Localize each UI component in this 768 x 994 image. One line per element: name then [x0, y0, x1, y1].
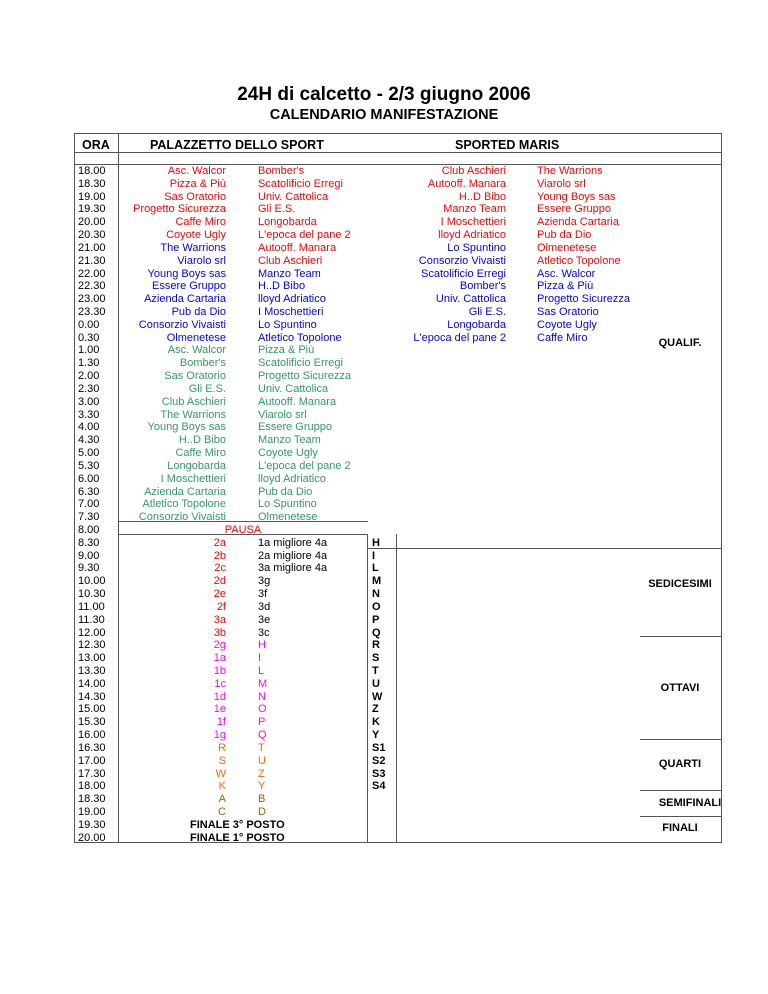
- time-cell: 17.30: [78, 767, 106, 780]
- c-cell: Z: [372, 703, 379, 716]
- c-cell: L: [372, 562, 379, 575]
- d-cell: H..D Bibo: [458, 190, 506, 203]
- a-cell: A: [218, 793, 226, 806]
- table-row: [0, 447, 768, 460]
- table-row: [0, 473, 768, 486]
- table-row: [0, 550, 768, 563]
- c-cell: R: [372, 639, 380, 652]
- b-cell: 3e: [258, 613, 271, 626]
- b-cell: Z: [258, 767, 265, 780]
- table-row: [0, 614, 768, 627]
- time-cell: 7.30: [78, 511, 100, 524]
- a-cell: Asc. Walcor: [167, 165, 226, 177]
- table-row: [0, 242, 768, 255]
- d-cell: I Moschettieri: [440, 216, 506, 229]
- b-cell: 3c: [258, 626, 270, 639]
- a-cell: W: [215, 767, 226, 780]
- time-cell: 5.30: [78, 459, 100, 472]
- table-row: [0, 370, 768, 383]
- b-cell: Pizza & Più: [258, 344, 315, 357]
- b-cell: lloyd Adriatico: [258, 293, 326, 306]
- time-cell: 5.00: [78, 447, 100, 460]
- a-cell: K: [218, 780, 226, 793]
- time-cell: 19.30: [78, 818, 106, 831]
- e-cell: Caffe Miro: [537, 331, 588, 344]
- a-cell: Azienda Cartaria: [144, 293, 226, 306]
- page-title: 24H di calcetto - 2/3 giugno 2006: [237, 84, 531, 105]
- a-cell: Sas Oratorio: [164, 370, 226, 383]
- time-cell: 23.30: [78, 306, 106, 319]
- c-cell: N: [372, 588, 380, 601]
- time-cell: 2.30: [78, 382, 100, 395]
- time-cell: 4.30: [78, 434, 100, 447]
- table-row: [0, 191, 768, 204]
- a-cell: R: [218, 741, 226, 754]
- a-cell: Pizza & Più: [169, 177, 226, 190]
- header-ora: ORA: [82, 138, 110, 152]
- a-cell: FINALE 1° POSTO: [190, 831, 285, 844]
- c-cell: S2: [372, 754, 386, 767]
- time-cell: 0.30: [78, 331, 100, 344]
- time-cell: 9.00: [78, 549, 100, 562]
- table-row: [0, 537, 768, 550]
- table-row: [0, 434, 768, 447]
- time-cell: 13.00: [78, 652, 106, 665]
- a-cell: Coyote Ugly: [166, 229, 226, 242]
- time-cell: 16.00: [78, 729, 106, 742]
- table-row: [0, 486, 768, 499]
- table-row: [0, 178, 768, 191]
- time-cell: 4.00: [78, 421, 100, 434]
- header-palazzetto: PALAZZETTO DELLO SPORT: [150, 138, 324, 152]
- phase-ottavi: OTTAVI: [660, 682, 700, 694]
- time-cell: 18.30: [78, 177, 106, 190]
- e-cell: Young Boys sas: [537, 190, 616, 203]
- table-row: [0, 396, 768, 409]
- table-row: [0, 268, 768, 281]
- table-row: [0, 203, 768, 216]
- time-cell: 3.30: [78, 408, 100, 421]
- b-cell: Y: [258, 780, 266, 793]
- c-cell: Q: [372, 626, 381, 639]
- e-cell: Olmenetese: [537, 241, 597, 254]
- time-cell: 9.30: [78, 562, 100, 575]
- b-cell: T: [258, 741, 265, 754]
- table-row: [0, 165, 768, 178]
- time-cell: 22.30: [78, 280, 106, 293]
- time-cell: 15.30: [78, 716, 106, 729]
- a-cell: 1f: [216, 716, 226, 729]
- table-row: [0, 319, 768, 332]
- c-cell: S1: [372, 741, 386, 754]
- time-cell: 1.00: [78, 344, 100, 357]
- a-cell: Progetto Sicurezza: [133, 203, 226, 216]
- b-cell: Club Aschieri: [258, 254, 323, 267]
- c-cell: K: [372, 716, 380, 729]
- a-cell: Consorzio Vivaisti: [138, 318, 226, 331]
- time-cell: 18.00: [78, 780, 106, 793]
- a-cell: The Warrions: [160, 241, 226, 254]
- a-cell: Essere Gruppo: [152, 280, 226, 293]
- a-cell: Pub da Dio: [171, 306, 226, 319]
- table-row: [0, 665, 768, 678]
- e-cell: Viarolo srl: [537, 177, 586, 190]
- a-cell: Longobarda: [167, 459, 226, 472]
- b-cell: 3f: [258, 588, 268, 601]
- time-cell: 19.30: [78, 203, 106, 216]
- b-cell: I Moschettieri: [258, 306, 324, 319]
- a-cell: 2d: [213, 575, 226, 588]
- a-cell: 2c: [214, 562, 226, 575]
- table-row: [0, 742, 768, 755]
- b-cell: lloyd Adriatico: [258, 472, 326, 485]
- e-cell: Pub da Dio: [537, 229, 592, 242]
- time-cell: 1.30: [78, 357, 100, 370]
- b-cell: Olmenetese: [258, 511, 318, 524]
- table-row: [0, 652, 768, 665]
- c-cell: S: [372, 652, 380, 665]
- c-cell: Y: [372, 729, 380, 742]
- b-cell: I: [258, 652, 262, 665]
- time-cell: 17.00: [78, 754, 106, 767]
- a-cell: Gli E.S.: [188, 382, 226, 395]
- a-cell: Club Aschieri: [161, 395, 226, 408]
- b-cell: Manzo Team: [258, 267, 321, 280]
- b-cell: N: [258, 690, 266, 703]
- a-cell: Sas Oratorio: [164, 190, 226, 203]
- b-cell: 1a migliore 4a: [258, 536, 328, 549]
- table-row: [0, 460, 768, 473]
- d-cell: Club Aschieri: [441, 165, 506, 177]
- a-cell: 2a: [213, 536, 226, 549]
- time-cell: 8.30: [78, 536, 100, 549]
- e-cell: The Warrions: [537, 165, 603, 177]
- d-cell: Consorzio Vivaisti: [418, 254, 506, 267]
- b-cell: U: [258, 754, 266, 767]
- c-cell: S4: [372, 780, 386, 793]
- c-cell: T: [372, 664, 379, 677]
- table-row: [0, 383, 768, 396]
- b-cell: Gli E.S.: [258, 203, 296, 216]
- page-subtitle: CALENDARIO MANIFESTAZIONE: [269, 107, 499, 123]
- a-cell: Young Boys sas: [147, 421, 226, 434]
- e-cell: Atletico Topolone: [537, 254, 621, 267]
- c-cell: S3: [372, 767, 386, 780]
- a-cell: 2b: [213, 549, 226, 562]
- e-cell: Azienda Cartaria: [537, 216, 619, 229]
- table-row: [0, 627, 768, 640]
- b-cell: Coyote Ugly: [258, 447, 318, 460]
- time-cell: 10.30: [78, 588, 106, 601]
- time-cell: 6.30: [78, 485, 100, 498]
- time-cell: 15.00: [78, 703, 106, 716]
- d-cell: Autooff. Manara: [427, 177, 506, 190]
- time-cell: 18.30: [78, 793, 106, 806]
- d-cell: Lo Spuntino: [447, 241, 506, 254]
- d-cell: Longobarda: [447, 318, 506, 331]
- c-cell: P: [372, 613, 380, 626]
- a-cell: 2g: [213, 639, 226, 652]
- b-cell: Scatolificio Erregi: [258, 177, 343, 190]
- phase-finali: FINALI: [662, 822, 698, 834]
- b-cell: L: [258, 664, 265, 677]
- table-row: [0, 498, 768, 511]
- a-cell: 3a: [213, 613, 226, 626]
- table-row: [0, 562, 768, 575]
- phase-sedicesimi: SEDICESIMI: [648, 578, 712, 590]
- table-row: [0, 780, 768, 793]
- phase-quarti: QUARTI: [658, 758, 702, 770]
- d-cell: lloyd Adriatico: [438, 229, 506, 242]
- c-cell: U: [372, 677, 380, 690]
- a-cell: 2f: [216, 600, 226, 613]
- b-cell: 3a migliore 4a: [258, 562, 328, 575]
- time-cell: 6.00: [78, 472, 100, 485]
- a-cell: PAUSA: [224, 523, 262, 536]
- b-cell: O: [258, 703, 267, 716]
- table-row: [0, 639, 768, 652]
- table-row: [0, 293, 768, 306]
- time-cell: 0.00: [78, 318, 100, 331]
- time-cell: 12.00: [78, 626, 106, 639]
- b-cell: Longobarda: [258, 216, 317, 229]
- c-cell: O: [372, 600, 381, 613]
- a-cell: 3b: [213, 626, 226, 639]
- c-cell: W: [372, 690, 383, 703]
- b-cell: Autooff. Manara: [258, 241, 337, 254]
- e-cell: Progetto Sicurezza: [537, 293, 630, 306]
- e-cell: Asc. Walcor: [537, 267, 596, 280]
- time-cell: 21.30: [78, 254, 106, 267]
- table-row: [0, 716, 768, 729]
- b-cell: Lo Spuntino: [258, 318, 317, 331]
- b-cell: B: [258, 793, 266, 806]
- a-cell: H..D Bibo: [178, 434, 226, 447]
- table-row: [0, 357, 768, 370]
- table-row: [0, 524, 768, 537]
- b-cell: H: [258, 639, 266, 652]
- time-cell: 10.00: [78, 575, 106, 588]
- e-cell: Essere Gruppo: [537, 203, 611, 216]
- a-cell: Bomber's: [179, 357, 226, 370]
- b-cell: Univ. Cattolica: [258, 382, 329, 395]
- a-cell: 1e: [213, 703, 226, 716]
- b-cell: H..D Bibo: [258, 280, 306, 293]
- table-row: [0, 229, 768, 242]
- a-cell: 2e: [213, 588, 226, 601]
- b-cell: Autooff. Manara: [258, 395, 337, 408]
- time-cell: 8.00: [78, 523, 100, 536]
- phase-qualif: QUALIF.: [658, 337, 702, 349]
- time-cell: 16.30: [78, 741, 106, 754]
- table-row: [0, 306, 768, 319]
- b-cell: Univ. Cattolica: [258, 190, 329, 203]
- table-row: [0, 255, 768, 268]
- d-cell: L'epoca del pane 2: [413, 331, 506, 344]
- a-cell: 1b: [213, 664, 226, 677]
- d-cell: Univ. Cattolica: [435, 293, 506, 306]
- a-cell: Atletico Topolone: [142, 498, 226, 511]
- a-cell: FINALE 3° POSTO: [190, 818, 285, 831]
- e-cell: Coyote Ugly: [537, 318, 597, 331]
- b-cell: Bomber's: [258, 165, 305, 177]
- time-cell: 13.30: [78, 664, 106, 677]
- table-row: [0, 409, 768, 422]
- a-cell: 1g: [213, 729, 226, 742]
- b-cell: L'epoca del pane 2: [258, 459, 351, 472]
- b-cell: Q: [258, 729, 267, 742]
- time-cell: 22.00: [78, 267, 106, 280]
- a-cell: I Moschettieri: [160, 472, 226, 485]
- time-cell: 2.00: [78, 370, 100, 383]
- a-cell: The Warrions: [160, 408, 226, 421]
- time-cell: 19.00: [78, 190, 106, 203]
- a-cell: Viarolo srl: [177, 254, 226, 267]
- time-cell: 20.00: [78, 216, 106, 229]
- a-cell: C: [218, 806, 226, 818]
- table-row: [0, 280, 768, 293]
- b-cell: D: [258, 806, 266, 818]
- b-cell: Scatolificio Erregi: [258, 357, 343, 370]
- b-cell: M: [258, 677, 268, 690]
- time-cell: 19.00: [78, 806, 106, 818]
- time-cell: 21.00: [78, 241, 106, 254]
- b-cell: Viarolo srl: [258, 408, 307, 421]
- a-cell: 1d: [213, 690, 226, 703]
- table-row: [0, 511, 768, 524]
- b-cell: Lo Spuntino: [258, 498, 317, 511]
- time-cell: 3.00: [78, 395, 100, 408]
- b-cell: 3g: [258, 575, 271, 588]
- d-cell: Scatolificio Erregi: [421, 267, 506, 280]
- table-row: [0, 703, 768, 716]
- c-cell: H: [372, 536, 380, 549]
- b-cell: P: [258, 716, 266, 729]
- table-row: [0, 216, 768, 229]
- a-cell: Caffe Miro: [175, 447, 226, 460]
- b-cell: 2a migliore 4a: [258, 549, 328, 562]
- a-cell: Azienda Cartaria: [144, 485, 226, 498]
- time-cell: 23.00: [78, 293, 106, 306]
- table-row: [0, 421, 768, 434]
- b-cell: Essere Gruppo: [258, 421, 332, 434]
- a-cell: 1a: [213, 652, 226, 665]
- a-cell: Consorzio Vivaisti: [138, 511, 226, 524]
- time-cell: 14.00: [78, 677, 106, 690]
- b-cell: Atletico Topolone: [258, 331, 342, 344]
- a-cell: S: [218, 754, 226, 767]
- time-cell: 14.30: [78, 690, 106, 703]
- c-cell: M: [372, 575, 382, 588]
- time-cell: 11.00: [78, 600, 105, 613]
- time-cell: 11.30: [78, 613, 105, 626]
- b-cell: Pub da Dio: [258, 485, 313, 498]
- b-cell: L'epoca del pane 2: [258, 229, 351, 242]
- time-cell: 20.30: [78, 229, 106, 242]
- phase-semifinali: SEMIFINALI: [658, 797, 722, 809]
- d-cell: Bomber's: [459, 280, 506, 293]
- b-cell: Manzo Team: [258, 434, 321, 447]
- b-cell: 3d: [258, 600, 271, 613]
- a-cell: 1c: [214, 677, 226, 690]
- a-cell: Asc. Walcor: [167, 344, 226, 357]
- table-row: [0, 601, 768, 614]
- e-cell: Pizza & Più: [537, 280, 594, 293]
- c-cell: I: [372, 549, 376, 562]
- table-row: [0, 729, 768, 742]
- b-cell: Progetto Sicurezza: [258, 370, 351, 383]
- time-cell: 20.00: [78, 831, 106, 844]
- header-sported: SPORTED MARIS: [455, 138, 560, 152]
- time-cell: 7.00: [78, 498, 100, 511]
- a-cell: Young Boys sas: [147, 267, 226, 280]
- d-cell: Manzo Team: [443, 203, 506, 216]
- a-cell: Olmenetese: [166, 331, 226, 344]
- time-cell: 12.30: [78, 639, 106, 652]
- a-cell: Caffe Miro: [175, 216, 226, 229]
- d-cell: Gli E.S.: [468, 306, 506, 319]
- time-cell: 18.00: [78, 165, 106, 177]
- e-cell: Sas Oratorio: [537, 306, 599, 319]
